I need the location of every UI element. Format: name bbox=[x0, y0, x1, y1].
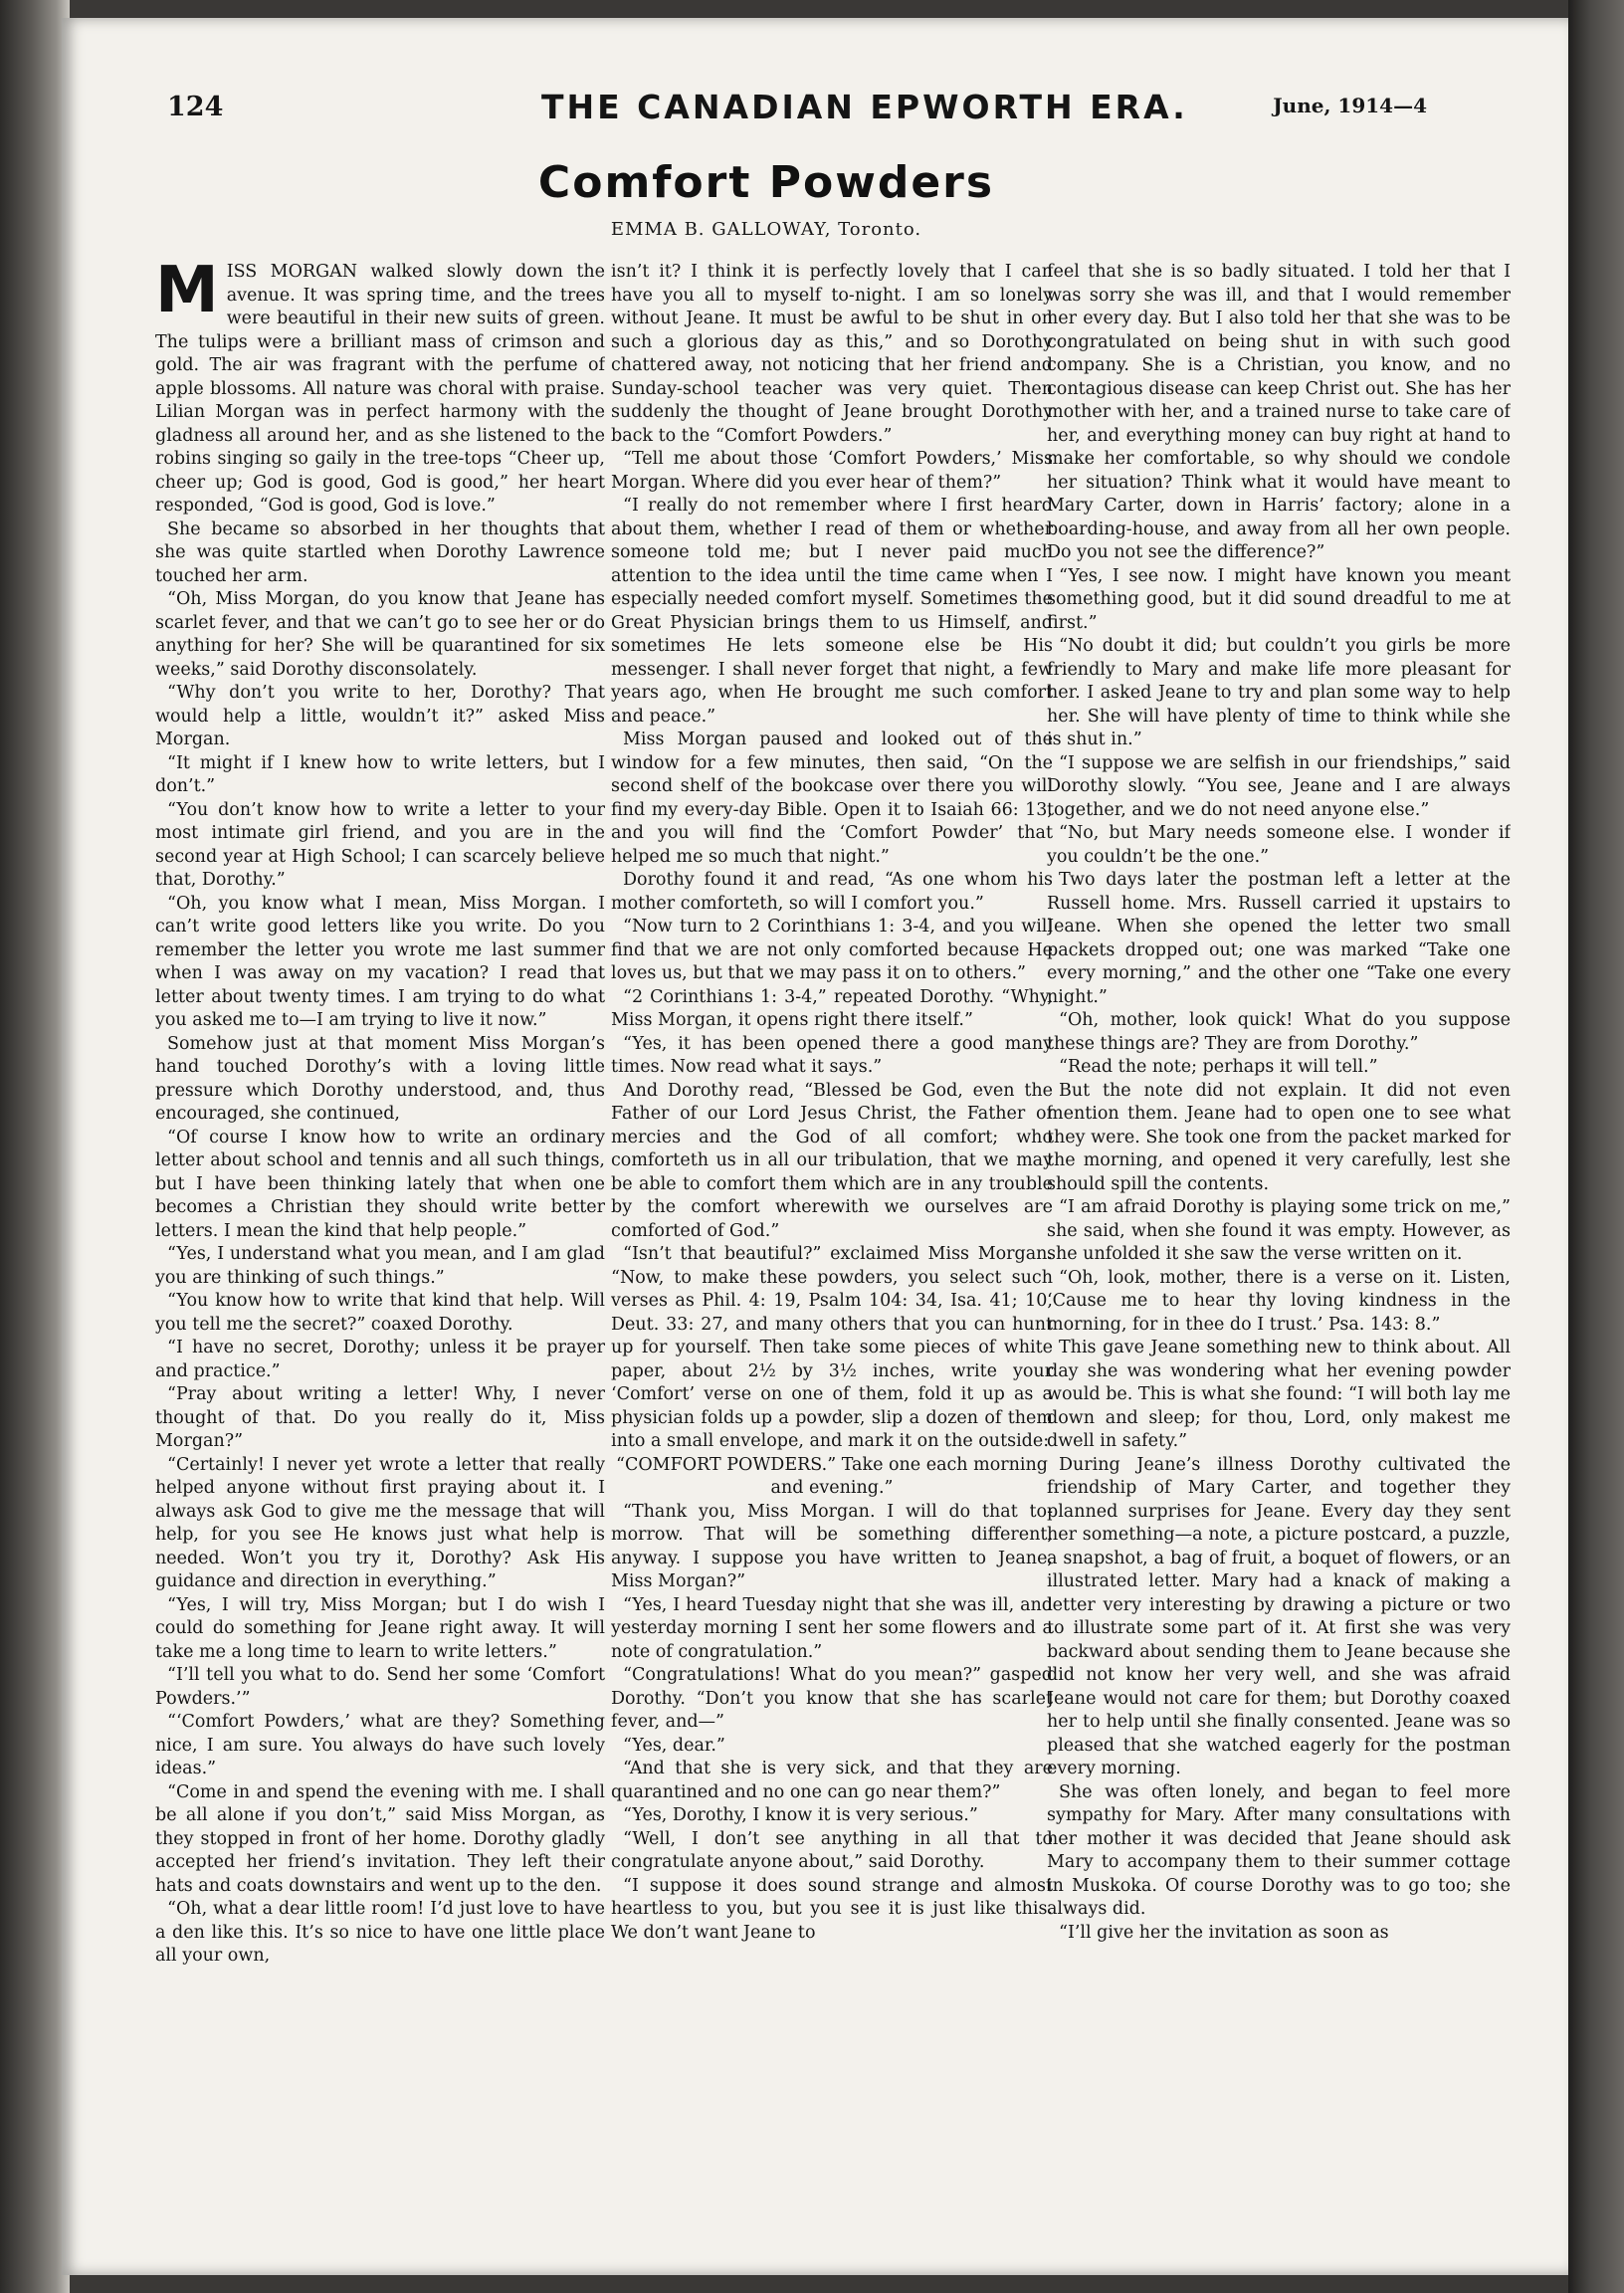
paragraph: “Congratulations! What do you mean?” gasped Dorothy. “Don’t you know that she has scarlet fever, and—” bbox=[611, 1665, 1053, 1732]
paragraph: During Jeane’s illness Dorothy cultivated the friendship of Mary Carter, and together they planned surprises for Jeane. Every day they sent her something—a note, a picture postcard, a puzzle, a snapshot, a bag of fruit, a boquet of flowers, or an illustrated letter. Mary had a knack of making a letter very interesting by drawing a picture or two to illustrate some part of it. At first she was very backward about sending them to Jeane because she did not know her very well, and she was afraid Jeane would not care for them; but Dorothy coaxed her to help until she finally consented. Jeane was so pleased that she watched eagerly for the postman every morning. bbox=[1047, 1454, 1511, 1778]
paragraph: “No, but Mary needs someone else. I wonder if you couldn’t be the one.” bbox=[1047, 823, 1511, 867]
paragraph: “Yes, dear.” bbox=[623, 1735, 725, 1756]
paragraph: And Dorothy read, “Blessed be God, even the Father of our Lord Jesus Christ, the Father of mercies and the God of all comfort; who comforteth us in all our tribulation, that we may be able to comfort them which are in any trouble by the comfort wherewith we ourselves are comforted of God.” bbox=[611, 1080, 1053, 1241]
book-binding bbox=[0, 0, 70, 2293]
paragraph: “Yes, I heard Tuesday night that she was ill, and yesterday morning I sent her some flowers and a note of congratulation.” bbox=[611, 1594, 1053, 1662]
paragraph: “2 Corinthians 1: 3-4,” repeated Dorothy. “Why, Miss Morgan, it opens right there itself.” bbox=[611, 986, 1053, 1030]
paragraph: But the note did not explain. It did not even mention them. Jeane had to open one to see what they were. She took one from the packet marked for the morning, and opened it very carefully, lest she should spill the contents. bbox=[1047, 1080, 1511, 1194]
paragraph: She was often lonely, and began to feel more sympathy for Mary. After many consultations with her mother it was decided that Jeane should ask Mary to accompany them to their summer cottage in Muskoka. Of course Dorothy was to go too; she always did. bbox=[1047, 1781, 1511, 1919]
paragraph: “I’ll give her the invitation as soon as bbox=[1059, 1922, 1389, 1943]
paragraph: “‘Comfort Powders,’ what are they? Something nice, I am sure. You always do have such lovely ideas.” bbox=[155, 1712, 605, 1778]
paragraph: This gave Jeane something new to think about. All day she was wondering what her evening powder would be. This is what she found: “I will both lay me down and sleep; for thou, Lord, only makest me dwell in safety.” bbox=[1047, 1338, 1511, 1451]
article-title: Comfort Powders bbox=[537, 157, 995, 208]
paragraph: isn’t it? I think it is perfectly lovely that I can have you all to myself to-night. I am so lonely without Jeane. It must be awful to be shut in on such a glorious day as this,” and so Dorothy chattered away, not noticing that her friend and Sunday-school teacher was very quiet. Then suddenly the thought of Jeane brought Dorothy back to the “Comfort Powders.” bbox=[611, 262, 1053, 446]
paragraph: “Of course I know how to write an ordinary letter about school and tennis and all such things, but I have been thinking lately that when one becomes a Christian they should write better letters. I mean the kind that help people.” bbox=[155, 1127, 605, 1241]
page-edge bbox=[1568, 0, 1624, 2293]
paragraph: “No doubt it did; but couldn’t you girls be more friendly to Mary and make life more pleasant for her. I asked Jeane to try and plan some way to help her. She will have plenty of time to think while she is shut in.” bbox=[1047, 636, 1511, 749]
paragraph: “I really do not remember where I first heard about them, whether I read of them or whether someone told me; but I never paid much attention to the idea until the time came when I especially needed comfort myself. Sometimes the Great Physician brings them to us Himself, and sometimes He lets someone else be His messenger. I shall never forget that night, a few years ago, when He brought me such comfort and peace.” bbox=[611, 496, 1053, 727]
paragraph: “Yes, I see now. I might have known you meant something good, but it did sound dreadful to me at first.” bbox=[1047, 565, 1511, 633]
paragraph: Dorothy found it and read, “As one whom his mother comforteth, so will I comfort you.” bbox=[611, 870, 1053, 914]
paragraph: “Tell me about those ‘Comfort Powders,’ Miss Morgan. Where did you ever hear of them?” bbox=[611, 449, 1053, 493]
comfort-powders-label: “COMFORT POWDERS.” Take one each morning and evening.” bbox=[616, 1454, 1048, 1498]
running-header bbox=[103, 88, 1497, 131]
paragraph: “I’ll tell you what to do. Send her some ‘Comfort Powders.’” bbox=[155, 1665, 605, 1709]
issue-date: June, 1914—4 bbox=[1273, 94, 1427, 117]
paragraph: “Read the note; perhaps it will tell.” bbox=[1059, 1057, 1378, 1077]
paragraph: “Now turn to 2 Corinthians 1: 3-4, and you will find that we are not only comforted because He loves us, but that we may pass it on to others.” bbox=[611, 917, 1053, 983]
paragraph: “Isn’t that beautiful?” exclaimed Miss Morgan. “Now, to make these powders, you select such verses as Phil. 4: 19, Psalm 104: 34, Isa. 41; 10, Deut. 33: 27, and many others that you can hunt up for yourself. Then take some pieces of white paper, about 2½ by 3½ inches, write your ‘Comfort’ verse on one of them, fold it up as a physician folds up a powder, slip a dozen of them into a small envelope, and mark it on the outside: bbox=[611, 1244, 1053, 1451]
paragraph: MISS MORGAN walked slowly down the avenue. It was spring time, and the trees were beautiful in their new suits of green. The tulips were a brilliant mass of crimson and gold. The air was fragrant with the perfume of apple blossoms. All nature was choral with praise. Lilian Morgan was in perfect harmony with the gladness all around her, and as she listened to the robins singing so gaily in the tree-tops “Cheer up, cheer up; God is good, God is good,” her heart responded, “God is good, God is love.” bbox=[155, 261, 605, 516]
paragraph: “Pray about writing a letter! Why, I never thought of that. Do you really do it, Miss Morgan?” bbox=[155, 1384, 605, 1451]
paragraph: Somehow just at that moment Miss Morgan’s hand touched Dorothy’s with a loving little pressure which Dorothy understood, and, thus encouraged, she continued, bbox=[155, 1033, 605, 1124]
paragraph: “You know how to write that kind that help. Will you tell me the secret?” coaxed Dorothy. bbox=[155, 1291, 605, 1335]
page-number: 124 bbox=[167, 92, 224, 122]
paragraph: “Certainly! I never yet wrote a letter that really helped anyone without first praying about it. I always ask God to give me the message that will help, for you see He knows just what help is needed. Won’t you try it, Dorothy? Ask His guidance and direction in everything.” bbox=[155, 1454, 605, 1591]
paragraph: “Why don’t you write to her, Dorothy? That would help a little, wouldn’t it?” asked Miss Morgan. bbox=[155, 683, 605, 749]
paragraph: “I suppose we are selfish in our friendships,” said Dorothy slowly. “You see, Jeane and I are always together, and we do not need anyone else.” bbox=[1047, 752, 1511, 820]
text-column-1 bbox=[155, 261, 605, 2231]
paragraph: “Well, I don’t see anything in all that to congratulate anyone about,” said Dorothy. bbox=[611, 1828, 1053, 1872]
paragraph: “Come in and spend the evening with me. I shall be all alone if you don’t,” said Miss Morgan, as they stopped in front of her home. Dorothy gladly accepted her friend’s invitation. They left their hats and coats downstairs and went up to the den. bbox=[155, 1781, 605, 1896]
paragraph: “I am afraid Dorothy is playing some trick on me,” she said, when she found it was empty. However, as she unfolded it she saw the verse written on it. bbox=[1047, 1197, 1511, 1264]
paragraph: “And that she is very sick, and that they are quarantined and no one can go near them?” bbox=[611, 1759, 1053, 1802]
drop-cap: M bbox=[155, 261, 219, 327]
paragraph: Two days later the postman left a letter at the Russell home. Mrs. Russell carried it upstairs to Jeane. When she opened the letter two small packets dropped out; one was marked “Take one every morning,” and the other one “Take one every night.” bbox=[1047, 870, 1511, 1007]
paragraph: “Oh, you know what I mean, Miss Morgan. I can’t write good letters like you write. Do you remember the letter you wrote me last summer when I was away on my vacation? I read that letter about twenty times. I am trying to do what you asked me to—I am trying to live it now.” bbox=[155, 893, 605, 1030]
paragraph: “You don’t know how to write a letter to your most intimate girl friend, and you are in the second year at High School; I can scarcely believe that, Dorothy.” bbox=[155, 799, 605, 890]
paragraph: “Yes, Dorothy, I know it is very serious.” bbox=[623, 1805, 978, 1825]
paragraph: “Yes, I will try, Miss Morgan; but I do wish I could do something for Jeane right away. It will take me a long time to learn to write letters.” bbox=[155, 1594, 605, 1662]
paragraph: “Thank you, Miss Morgan. I will do that to-morrow. That will be something different, anyway. I suppose you have written to Jeane, Miss Morgan?” bbox=[611, 1501, 1053, 1591]
paragraph: “Yes, I understand what you mean, and I am glad you are thinking of such things.” bbox=[155, 1244, 605, 1288]
paragraph: “I have no secret, Dorothy; unless it be prayer and practice.” bbox=[155, 1338, 605, 1381]
paragraph: “Oh, look, mother, there is a verse on it. Listen, ‘Cause me to hear thy loving kindness in the morning, for in thee do I trust.’ Psa. 143: 8.” bbox=[1047, 1267, 1511, 1335]
text-column-3 bbox=[1047, 261, 1511, 2231]
paragraph: “Oh, mother, look quick! What do you suppose these things are? They are from Dorothy.” bbox=[1047, 1010, 1511, 1054]
paragraph: feel that she is so badly situated. I told her that I was sorry she was ill, and that I would remember her every day. But I also told her that she was to be congratulated on being shut in with such good company. She is a Christian, you know, and no contagious disease can keep Christ out. She has her mother with her, and a trained nurse to take care of her, and everything money can buy right at hand to make her comfortable, so why should we condole her situation? Think what it would have meant to Mary Carter, down in Harris’ factory; alone in a boarding-house, and away from all her own people. Do you not see the difference?” bbox=[1047, 262, 1511, 562]
paragraph: “Yes, it has been opened there a good many times. Now read what it says.” bbox=[611, 1033, 1053, 1077]
text-column-2 bbox=[611, 261, 1053, 2231]
journal-title: THE CANADIAN EPWORTH ERA. bbox=[541, 88, 1188, 126]
paragraph: She became so absorbed in her thoughts that she was quite startled when Dorothy Lawrence touched her arm. bbox=[155, 519, 605, 586]
paragraph: “Oh, Miss Morgan, do you know that Jeane has scarlet fever, and that we can’t go to see her or do anything for her? She will be quarantined for six weeks,” said Dorothy disconsolately. bbox=[155, 589, 605, 680]
paragraph: “Oh, what a dear little room! I’d just love to have a den like this. It’s so nice to have one little place all your own, bbox=[155, 1899, 605, 1966]
paragraph: “It might if I knew how to write letters, but I don’t.” bbox=[155, 752, 605, 796]
paragraph: Miss Morgan paused and looked out of the window for a few minutes, then said, “On the second shelf of the bookcase over there you will find my every-day Bible. Open it to Isaiah 66: 13, and you will find the ‘Comfort Powder’ that helped me so much that night.” bbox=[611, 730, 1053, 867]
article-byline: EMMA B. GALLOWAY, Toronto. bbox=[610, 219, 922, 240]
paragraph: “I suppose it does sound strange and almost heartless to you, but you see it is just like this. We don’t want Jeane to bbox=[611, 1875, 1053, 1943]
